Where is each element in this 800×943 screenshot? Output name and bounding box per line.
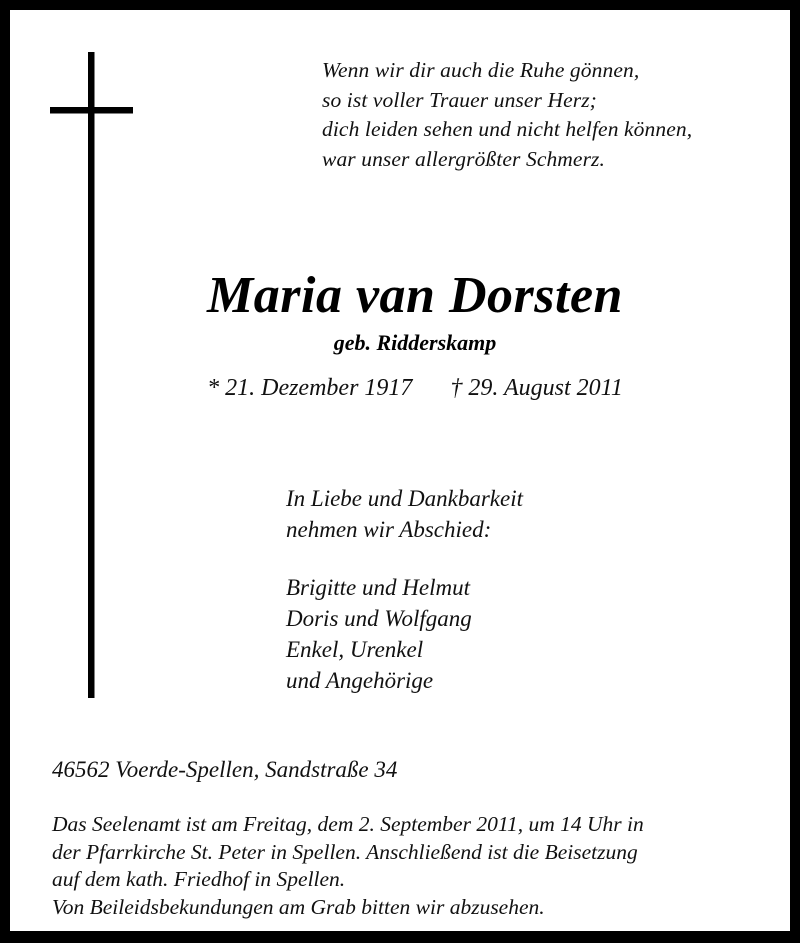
deceased-name-block (80, 266, 750, 404)
service-line: auf dem kath. Friedhof in Spellen. (52, 867, 346, 891)
verse-line: so ist voller Trauer unser Herz; (322, 87, 597, 112)
list-item: Doris und Wolfgang (286, 606, 472, 631)
birth-date: 21. Dezember 1917 (225, 375, 413, 401)
service-line: Von Beileidsbekundungen am Grab bitten wir abzusehen. (52, 894, 545, 919)
list-item: und Angehörige (286, 668, 434, 693)
life-dates (80, 372, 750, 404)
service-details (52, 811, 764, 921)
mourning-intro-line: nehmen wir Abschied: (286, 517, 492, 542)
survivors-list (286, 572, 726, 696)
death-date: 29. August 2011 (468, 375, 623, 401)
maiden-name: geb. Ridderskamp (333, 330, 497, 355)
verse-line: war unser allergrößter Schmerz. (322, 146, 605, 171)
address-line: 46562 Voerde-Spellen, Sandstraße 34 (52, 757, 398, 782)
mourning-block (286, 483, 726, 696)
list-item: Enkel, Urenkel (286, 637, 424, 662)
notice-page (10, 10, 790, 931)
verse-line: dich leiden sehen und nicht helfen können, (322, 117, 693, 141)
death-symbol: † (450, 375, 463, 401)
verse-line: Wenn wir dir auch die Ruhe gönnen, (322, 58, 640, 82)
mourning-intro (286, 483, 726, 545)
service-line: der Pfarrkirche St. Peter in Spellen. Anschließend ist die Beisetzung (52, 839, 638, 864)
service-line: Das Seelenamt ist am Freitag, dem 2. September 2011, um 14 Uhr in (52, 812, 644, 836)
list-item: Brigitte und Helmut (286, 575, 470, 600)
memorial-verse (322, 56, 772, 174)
mourning-intro-line: In Liebe und Dankbarkeit (286, 486, 523, 511)
birth-symbol: * (207, 375, 220, 401)
deceased-name: Maria van Dorsten (207, 267, 623, 324)
